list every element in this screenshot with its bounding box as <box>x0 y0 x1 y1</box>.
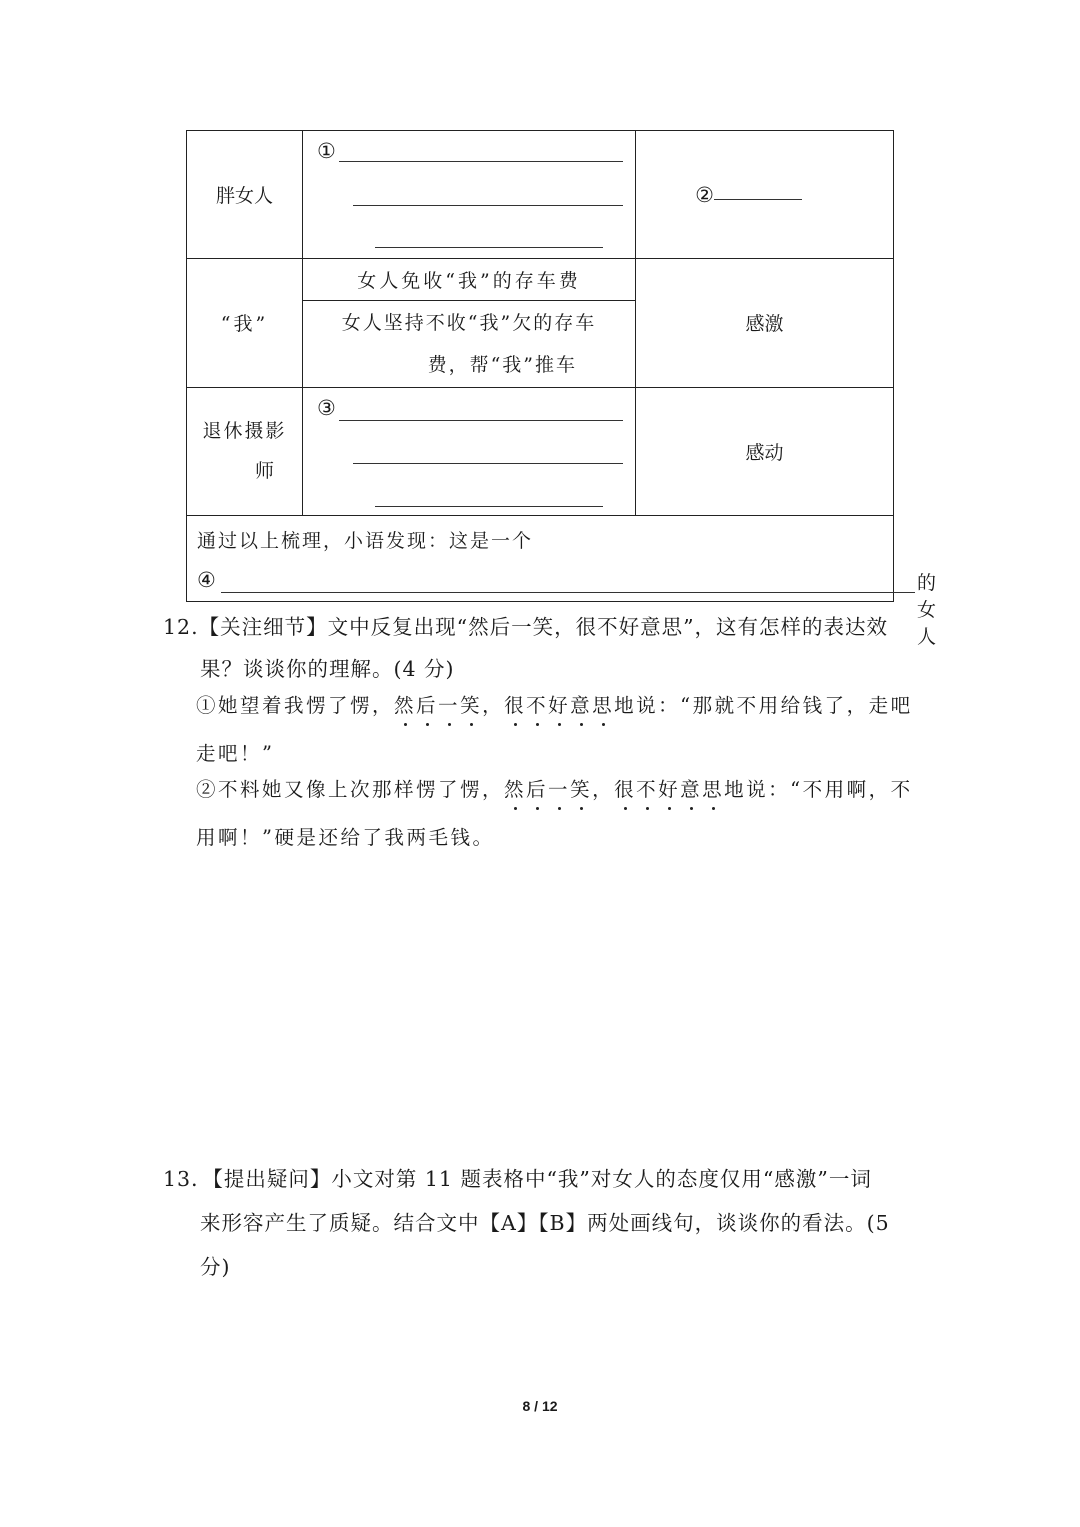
answer-line[interactable] <box>221 592 915 593</box>
event-text: 女人免收“我”的存车费 <box>357 270 581 293</box>
character-label: “我” <box>220 313 269 336</box>
answer-line[interactable] <box>375 506 603 507</box>
answer-line[interactable] <box>339 161 623 162</box>
answer-line[interactable] <box>714 199 802 200</box>
quote-1-cont: 走吧！” <box>196 742 275 765</box>
cell-attitude-moved <box>636 387 894 515</box>
question-12-line2: 果？谈谈你的理解。(4 分) <box>200 657 455 681</box>
quote-2 <box>196 774 913 802</box>
character-label: 胖女人 <box>215 185 273 208</box>
dotted-phrase: 然后一笑，很不好意思 <box>504 778 724 801</box>
character-label-line2: 师 <box>254 460 274 483</box>
event-text-line2: 费，帮“我”推车 <box>427 353 577 376</box>
answer-line[interactable] <box>375 247 603 248</box>
answer-line[interactable] <box>353 205 623 206</box>
cell-blank-3[interactable] <box>303 387 636 515</box>
blank-marker-2: ② <box>695 182 714 207</box>
character-label-line1: 退休摄影 <box>202 420 287 443</box>
answer-line[interactable] <box>339 420 623 421</box>
quote-text: ②不料她又像上次那样愣了愣， <box>196 778 505 801</box>
quote-text: ①她望着我愣了愣， <box>196 694 395 717</box>
cell-character-fat-woman <box>187 131 303 259</box>
cell-event-b <box>303 301 636 387</box>
dotted-phrase: 然后一笑，很不好意思 <box>394 694 614 717</box>
summary-text: 通过以上梳理，小语发现：这是一个 <box>197 529 534 552</box>
answer-line[interactable] <box>353 463 623 464</box>
event-text-line1: 女人坚持不收“我”欠的存车 <box>341 311 597 334</box>
quote-text: 地说：“不用啊，不 <box>724 778 913 801</box>
cell-blank-1[interactable] <box>303 131 636 259</box>
blank-marker-1: ① <box>317 139 336 163</box>
attitude-text: 感激 <box>745 313 784 336</box>
cell-character-me <box>187 259 303 387</box>
blank-marker-3: ③ <box>317 395 336 420</box>
blank-marker-4: ④ <box>197 567 216 592</box>
cell-attitude-grateful <box>636 259 894 387</box>
attitude-text: 感动 <box>745 441 784 464</box>
cell-character-photographer <box>187 387 303 515</box>
question-13-line2: 来形容产生了质疑。结合文中【A】【B】两处画线句，谈谈你的看法。(5 <box>200 1211 890 1235</box>
quote-1 <box>196 690 913 718</box>
quote-text: 地说：“那就不用给钱了，走吧 <box>614 694 913 717</box>
cell-blank-2[interactable] <box>636 131 894 259</box>
question-13-line3: 分) <box>200 1255 231 1279</box>
page-number: 8 / 12 <box>522 1398 558 1414</box>
question-13-line1: 13．【提出疑问】小文对第 11 题表格中“我”对女人的态度仅用“感激”一词 <box>163 1167 872 1191</box>
cell-event-a <box>303 259 636 301</box>
summary-tail: 的女人 <box>917 571 939 648</box>
quote-2-cont: 用啊！”硬是还给了我两毛钱。 <box>196 826 495 849</box>
question-12-line1: 12.【关注细节】文中反复出现“然后一笑，很不好意思”，这有怎样的表达效 <box>163 615 889 639</box>
